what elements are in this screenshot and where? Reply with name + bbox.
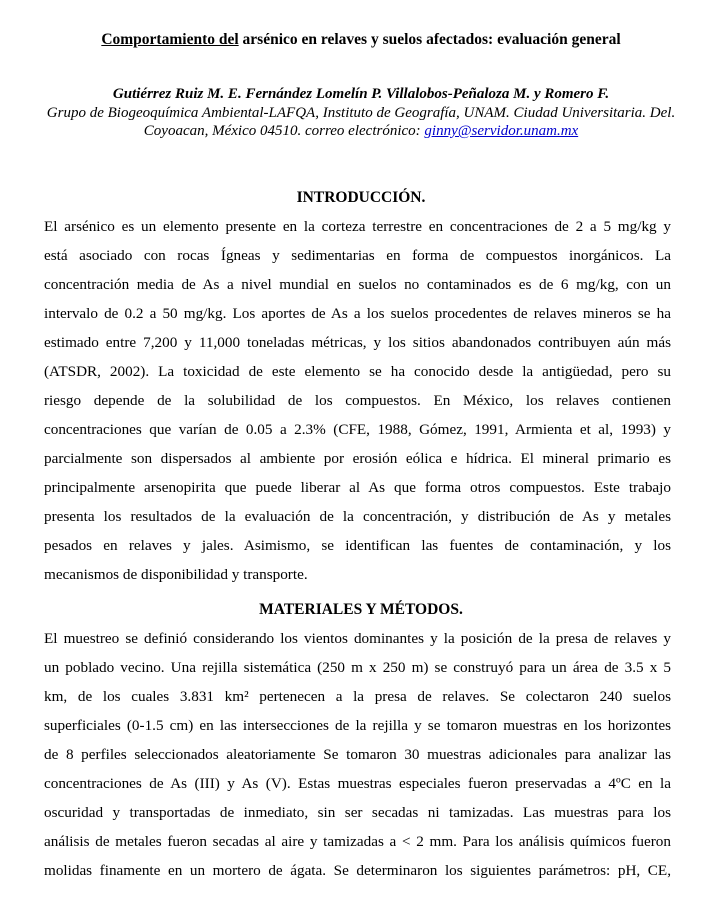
methods-heading: MATERIALES Y MÉTODOS.: [259, 601, 463, 618]
intro-line: (ATSDR, 2002). La toxicidad de este elemento se ha conocido desde la antigüedad, pero su: [44, 363, 671, 380]
intro-line: El arsénico es un elemento presente en la corteza terrestre en concentraciones de 2 a 5 mg/kg y: [44, 218, 671, 235]
intro-line: presenta los resultados de la evaluación de la concentración, y distribución de As y metales: [44, 508, 671, 525]
intro-line: está asociado con rocas Ígneas y sedimentarias en forma de compuestos inorgánicos. La: [44, 247, 671, 264]
intro-line: estimado entre 7,200 y 11,000 toneladas métricas, y los sitios abandonados contribuyen aún más: [44, 334, 671, 351]
intro-paragraph: [44, 212, 671, 589]
intro-line: parcialmente son dispersados al ambiente por erosión eólica e hídrica. El mineral primario es: [44, 450, 671, 467]
document-title: [0, 31, 722, 49]
intro-line: concentraciones que varían de 0.05 a 2.3% (CFE, 1988, Gómez, 1991, Armienta et al, 1993) y: [44, 421, 671, 438]
authors-line: Gutiérrez Ruiz M. E. Fernández Lomelín P. Villalobos-Peñaloza M. y Romero F.: [112, 86, 610, 102]
methods-line: concentraciones de As (III) y As (V). Estas muestras especiales fueron preservadas a 4ºC en la: [44, 775, 671, 792]
email-link[interactable]: ginny@servidor.unam.mx: [424, 123, 579, 139]
methods-line: superficiales (0-1.5 cm) en las intersecciones de la rejilla y se tomaron muestras en los horizontes: [44, 717, 671, 734]
title-rest: arsénico en relaves y suelos afectados: evaluación general: [238, 31, 621, 48]
methods-line: molidas finamente en un mortero de ágata. Se determinaron los siguientes parámetros: pH, CE,: [44, 862, 671, 879]
affiliation-address: Coyoacan, México 04510. correo electrónico:: [143, 123, 425, 139]
title-underlined-part: Comportamiento del: [101, 31, 239, 48]
intro-line: pesados en relaves y jales. Asimismo, se identifican las fuentes de contaminación, y los: [44, 537, 671, 554]
intro-line: intervalo de 0.2 a 50 mg/kg. Los aportes de As a los suelos procedentes de relaves mineros se ha: [44, 305, 671, 322]
methods-line: km, de los cuales 3.831 km² pertenecen a la presa de relaves. Se colectaron 240 suelos: [44, 688, 671, 705]
intro-heading: INTRODUCCIÓN.: [296, 189, 426, 206]
affiliation-line-2: [0, 122, 722, 140]
methods-line: análisis de metales fueron secadas al aire y tamizadas a < 2 mm. Para los análisis químicos fueron: [44, 833, 671, 850]
affiliation-line-1: Grupo de Biogeoquímica Ambiental-LAFQA, Instituto de Geografía, UNAM. Ciudad Universitaria. Del.: [46, 105, 676, 121]
intro-line: concentración media de As a nivel mundial en suelos no contaminados es de 6 mg/kg, con un: [44, 276, 671, 293]
intro-line: riesgo depende de la solubilidad de los compuestos. En México, los relaves contienen: [44, 392, 671, 409]
methods-line: oscuridad y transportadas de inmediato, sin ser secadas ni tamizadas. Las muestras para los: [44, 804, 671, 821]
intro-line: principalmente arsenopirita que puede liberar al As que forma otros compuestos. Este trabajo: [44, 479, 671, 496]
methods-paragraph: [44, 624, 671, 885]
intro-line: mecanismos de disponibilidad y transporte.: [44, 566, 308, 583]
methods-line: un poblado vecino. Una rejilla sistemática (250 m x 250 m) se construyó para un área de 3.5 x 5: [44, 659, 671, 676]
methods-line: El muestreo se definió considerando los vientos dominantes y la posición de la presa de relaves y: [44, 630, 671, 647]
affiliation: [0, 104, 722, 140]
methods-line: de 8 perfiles seleccionados aleatoriamente Se tomaron 30 muestras adicionales para analizar las: [44, 746, 671, 763]
